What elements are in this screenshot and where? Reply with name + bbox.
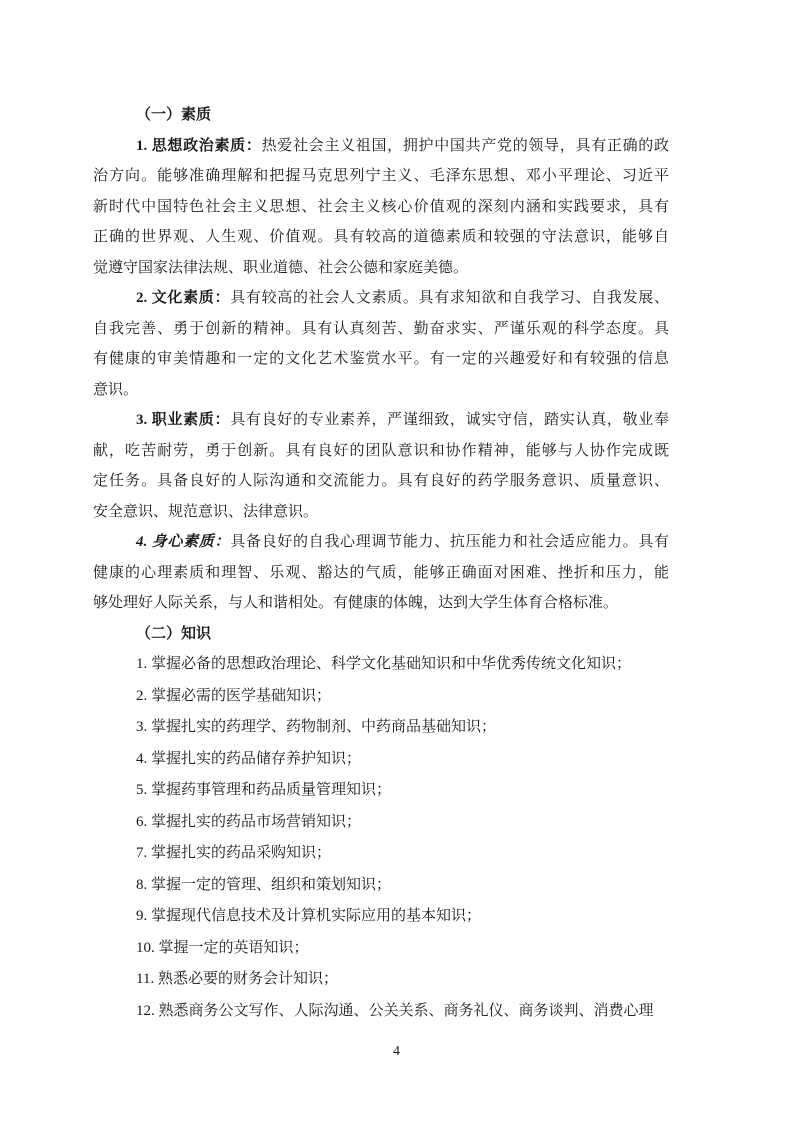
paragraph-line: 新时代中国特色社会主义思想、社会主义核心价值观的深刻内涵和实践要求，具有 (93, 198, 669, 215)
list-item: 2. 掌握必需的医学基础知识； (136, 687, 332, 704)
paragraph-physical-mental-quality (93, 527, 669, 619)
paragraph-text: 具有良好的专业素养，严谨细致，诚实守信，踏实认真，敬业奉 (230, 412, 669, 428)
page-body (93, 100, 669, 1027)
paragraph-line (93, 527, 669, 558)
list-item: 11. 熟悉必要的财务会计知识； (136, 971, 338, 987)
section-heading-suzhi: （一）素质 (136, 107, 212, 123)
list-item: 12. 熟悉商务公文写作、人际沟通、公关关系、商务礼仪、商务谈判、消费心理 (136, 1002, 654, 1019)
paragraph-line: 够处理好人际关系，与人和谐相处。有健康的体魄，达到大学生体育合格标准。 (93, 595, 619, 611)
paragraph-text: 热爱社会主义祖国，拥护中国共产党的领导，具有正确的政 (261, 137, 669, 154)
list-item: 4. 掌握扎实的药品储存养护知识； (136, 750, 362, 767)
paragraph-text: 具备良好的自我心理调节能力、抗压能力和社会适应能力。具有 (230, 534, 669, 550)
paragraph-cultural-quality (93, 283, 669, 405)
paragraph-line (93, 283, 669, 314)
paragraph-ideological-quality (93, 131, 669, 284)
paragraph-line (93, 131, 669, 162)
paragraph-line: 意识。 (93, 381, 139, 398)
paragraph-lead: 4. 身心素质： (136, 534, 231, 550)
list-item: 7. 掌握扎实的药品采购知识； (136, 845, 332, 861)
section-heading-zhishi: （二）知识 (136, 625, 212, 642)
paragraph-line: 定任务。具备良好的人际沟通和交流能力。具有良好的药学服务意识、质量意识、 (93, 473, 669, 489)
list-item: 6. 掌握扎实的药品市场营销知识； (136, 813, 362, 830)
paragraph-text: 具有较高的社会人文素质。具有求知欲和自我学习、自我发展、 (230, 290, 669, 306)
paragraph-line (93, 405, 669, 436)
paragraph-line: 自我完善、勇于创新的精神。具有认真刻苦、勤奋求实、严谨乐观的科学态度。具 (93, 320, 669, 337)
knowledge-list (93, 649, 669, 1027)
list-item: 9. 掌握现代信息技术及计算机实际应用的基本知识； (136, 908, 482, 924)
paragraph-line: 正确的世界观、人生观、价值观。具有较高的道德素质和较强的守法意识，能够自 (93, 229, 669, 245)
paragraph-line: 安全意识、规范意识、法律意识。 (93, 503, 319, 520)
list-item: 8. 掌握一定的管理、组织和策划知识； (136, 876, 392, 893)
paragraph-line: 觉遵守国家法律法规、职业道德、社会公德和家庭美德。 (93, 259, 469, 276)
paragraph-line: 治方向。能够准确理解和把握马克思列宁主义、毛泽东思想、邓小平理论、习近平 (93, 168, 669, 184)
paragraph-lead: 1. 思想政治素质： (136, 137, 262, 154)
list-item: 10. 掌握一定的英语知识； (136, 939, 309, 956)
paragraph-lead: 3. 职业素质： (136, 412, 231, 428)
paragraph-professional-quality (93, 405, 669, 527)
list-item: 1. 掌握必备的思想政治理论、科学文化基础知识和中华优秀传统文化知识； (136, 656, 632, 672)
paragraph-line: 献，吃苦耐劳，勇于创新。具有良好的团队意识和协作精神，能够与人协作完成既 (93, 442, 669, 459)
list-item: 3. 掌握扎实的药理学、药物制剂、中药商品基础知识； (136, 719, 497, 735)
paragraph-line: 健康的心理素质和理智、乐观、豁达的气质，能够正确面对困难、挫折和压力，能 (93, 564, 669, 581)
list-item: 5. 掌握药事管理和药品质量管理知识； (136, 782, 392, 798)
page-number: 4 (393, 1044, 400, 1059)
paragraph-lead: 2. 文化素质： (136, 290, 231, 306)
paragraph-line: 有健康的审美情趣和一定的文化艺术鉴赏水平。有一定的兴趣爱好和有较强的信息 (93, 351, 669, 367)
